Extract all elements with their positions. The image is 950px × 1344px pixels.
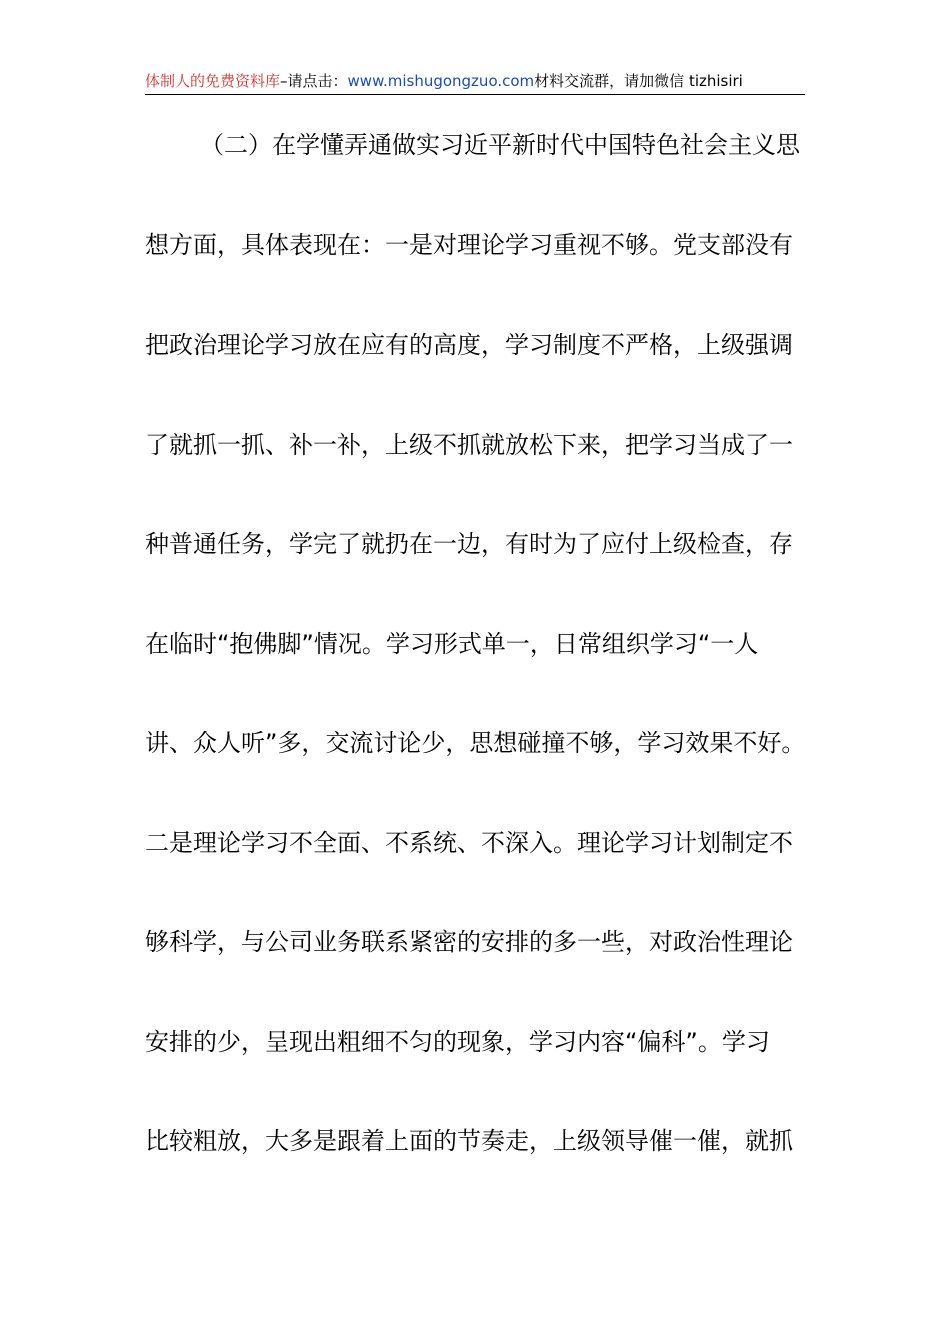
header-contact: 材料交流群，请加微信 tizhisiri xyxy=(534,72,743,90)
header-link[interactable]: www.mishugongzuo.com xyxy=(347,72,535,90)
page-header xyxy=(145,68,805,95)
body-text-line: 种普通任务，学完了就扔在一边，有时为了应付上级检查，存 xyxy=(145,530,793,558)
header-brand: 体制人的免费资料库 xyxy=(145,72,281,90)
body-text-line: 够科学，与公司业务联系紧密的安排的多一些，对政治性理论 xyxy=(145,928,793,956)
body-text-line: 安排的少，呈现出粗细不匀的现象，学习内容“偏科”。学习 xyxy=(145,1028,770,1056)
body-text-line: 二是理论学习不全面、不系统、不深入。理论学习计划制定不 xyxy=(145,829,793,857)
body-text-line: 讲、众人听”多，交流讨论少，思想碰撞不够，学习效果不好。 xyxy=(145,729,806,757)
body-text-line: 了就抓一抓、补一补，上级不抓就放松下来，把学习当成了一 xyxy=(145,431,793,459)
body-text-line: 想方面，具体表现在：一是对理论学习重视不够。党支部没有 xyxy=(145,231,793,259)
body-text-line: 比较粗放，大多是跟着上面的节奏走，上级领导催一催，就抓 xyxy=(145,1127,793,1155)
body-text-line: 把政治理论学习放在应有的高度，学习制度不严格，上级强调 xyxy=(145,331,793,359)
body-text-line: （二）在学懂弄通做实习近平新时代中国特色社会主义思 xyxy=(200,131,800,159)
body-text-line: 在临时“抱佛脚”情况。学习形式单一，日常组织学习“一人 xyxy=(145,630,759,658)
header-prompt: –请点击： xyxy=(280,72,348,90)
